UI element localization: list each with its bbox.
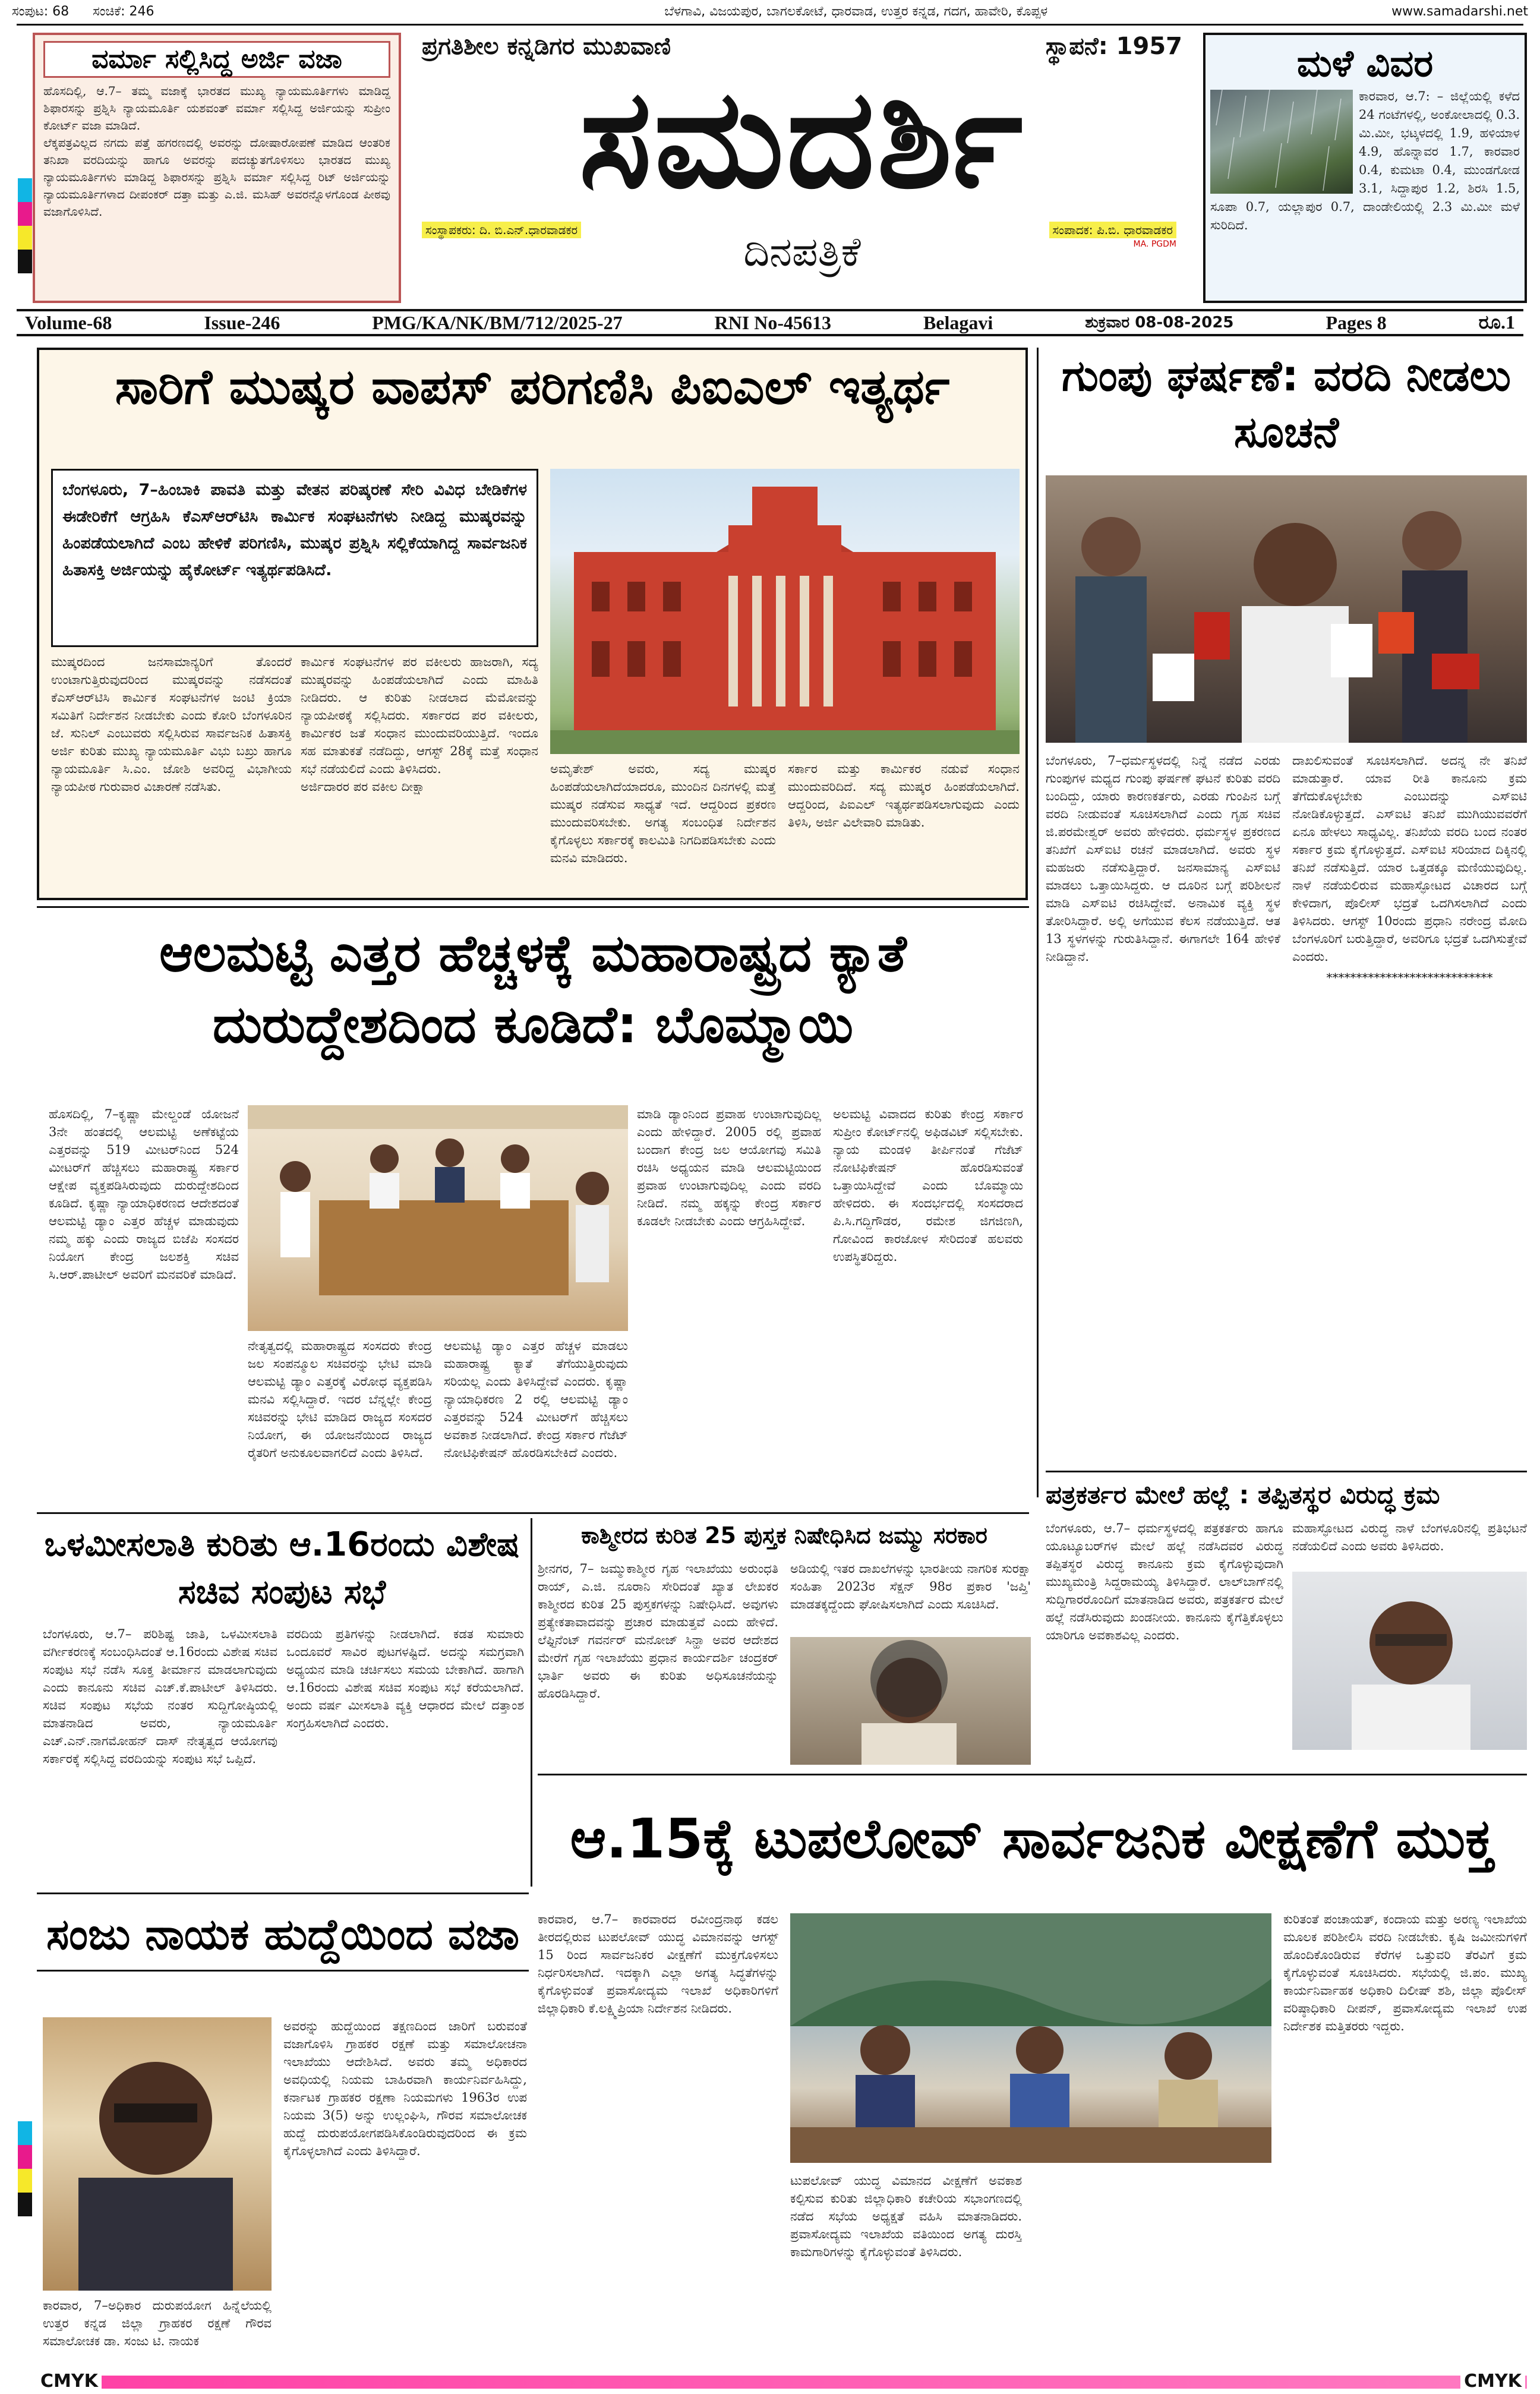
sanju-col-1 <box>283 2017 527 2371</box>
lead-summary-box <box>51 469 538 647</box>
attack-story <box>1046 1477 1527 1774</box>
cm-photo <box>1292 1572 1527 1750</box>
high-court-icon <box>550 469 1020 754</box>
tagline: ಪ್ರಗತಿಶೀಲ ಕನ್ನಡಿಗರ ಮುಖವಾಣಿ <box>422 33 671 60</box>
rain-photo <box>1210 90 1353 194</box>
story-headline: ವರ್ಮಾ ಸಲ್ಲಿಸಿದ್ದ ಅರ್ಜಿ ವಜಾ <box>43 41 390 78</box>
sanju-portrait-icon <box>43 2017 272 2291</box>
lead-body: ಅರ್ಜಿದಾರರ ಪರ ವಕೀಲ ದೀಕ್ಷಾ <box>301 780 425 794</box>
swatch-magenta <box>18 2145 32 2169</box>
rain-text: ಕಾರವಾರ, ಆ.7: – ಜಿಲ್ಲೆಯಲ್ಲಿ ಕಳೆದ 24 ಗಂಟೆಗಳಲ್ಲಿ, ಅಂಕೋಲಾದಲ್ಲಿ 0.3. ಮಿ.ಮೀ, ಭಟ್ಕಳದಲ್ಲಿ 1.9, ಹಳಿಯಾಳ 4.9, ಹೊನ್ನಾವರ 1.7, ಕಾರವಾರ 0.4, ಕುಮಟಾ 0.4, ಮುಂಡಗೋಡ 3.1, ಸಿದ್ದಾಪುರ 1.2, ಶಿರಸಿ 1.5, ಸೂಪಾ 0.7, ಯಲ್ಲಾಪುರ 0.7, ದಾಂಡೇಲಿಯಲ್ಲಿ 2.3 ಮಿ.ಮೀ ಮಳೆ ಸುರಿದಿದೆ. <box>1210 89 1520 232</box>
column-rule <box>531 1518 532 1887</box>
right-headline: ಗುಂಪು ಘರ್ಷಣೆ: ವರದಿ ನೀಡಲು ಸೂಚನೆ <box>1061 351 1511 457</box>
cabinet-body: ವರದಿಯ ಪ್ರತಿಗಳನ್ನು ನೀಡಲಾಗಿದೆ. ಕಡತ ಸುಮಾರು ಒಂದೂವರೆ ಸಾವಿರ ಪುಟಗಳಷ್ಟಿದೆ. ಅದನ್ನು ಸಮಗ್ರವಾಗಿ ಅಧ್ಯಯನ ಮಾಡಿ ಚರ್ಚಿಸಲು ಸಮಯ ಬೇಕಾಗಿದೆ. ಹಾಗಾಗಿ ಆ.16ರಂದು ವಿಶೇಷ ಸಚಿವ ಸಂಪುಟ ಸಭೆ ಕರೆಯಲಾಗಿದೆ. ಅಂದು ವರ್ಷ ಮೀಸಲಾತಿ ವ್ಯಕ್ತಿ ಆಧಾರದ ಮೇಲೆ ದತ್ತಾಂಶ ಸಂಗ್ರಹಿಸಲಾಗಿದೆ ಎಂದರು. <box>286 1627 524 1730</box>
issue-label: ಸಂಚಿಕೆ: 246 <box>93 4 154 19</box>
almatti-body: ಮಾಡಿ ಡ್ಯಾಂನಿಂದ ಪ್ರವಾಹ ಉಂಟಾಗುವುದಿಲ್ಲ ಎಂದು ಹೇಳಿದ್ದಾರೆ. 2005 ರಲ್ಲಿ ಪ್ರವಾಹ ಬಂದಾಗ ಕೇಂದ್ರ ಜಲ ಆಯೋಗವು ಸಮಿತಿ ರಚಿಸಿ ಅಧ್ಯಯನ ಮಾಡಿ ಆಲಮಟ್ಟಿಯಿಂದ ಪ್ರವಾಹ ಉಂಟಾಗುವುದಿಲ್ಲ ಎಂದು ವರದಿ ನೀಡಿದೆ. ನಮ್ಮ ಹಕ್ಕನ್ನು ಕೇಂದ್ರ ಸರ್ಕಾರ ಕೂಡಲೇ ನೀಡಬೇಕು ಎಂದು ಆಗ್ರಹಿಸಿದ್ದೇವೆ. <box>637 1107 821 1228</box>
info-registration: PMG/KA/NK/BM/712/2025-27 <box>372 311 623 333</box>
bottom-bar <box>37 2376 1527 2389</box>
founder-label: ಸಂಸ್ಥಾಪಕರು: ದಿ. ಬಿ.ಎನ್.ಧಾರವಾಡಕರ <box>422 222 581 238</box>
kashmir-headline: ಕಾಶ್ಮೀರದ ಕುರಿತ 25 ಪುಸ್ತಕ ನಿಷೇಧಿಸಿದ ಜಮ್ಮು ಸರಕಾರ <box>581 1522 987 1548</box>
section-rule <box>37 906 1029 908</box>
lead-body: ಸರ್ಕಾರ ಮತ್ತು ಕಾರ್ಮಿಕರ ನಡುವೆ ಸಂಧಾನ ಮುಂದುವರಿದಿದೆ. ಸದ್ಯ ಮುಷ್ಕರ ಹಿಂಪಡೆಯಲಾಗಿದೆ. ಆದ್ದರಿಂದ, ಪಿಐಎಲ್ ಇತ್ಯರ್ಥಪಡಿಸಲಾಗುವುದು ಎಂದು ತಿಳಿಸಿ, ಅರ್ಜಿ ವಿಲೇವಾರಿ ಮಾಡಿತು. <box>788 762 1020 829</box>
lead-body: ಅಮೃತೇಶ್ ಅವರು, ಸದ್ಯ ಮುಷ್ಕರ ಹಿಂಪಡೆಯಲಾಗಿದೆಯಾದರೂ, ಮುಂದಿನ ದಿನಗಳಲ್ಲಿ ಮತ್ತೆ ಮುಷ್ಕರ ನಡೆಸುವ ಸಾಧ್ಯತೆ ಇದೆ. ಆದ್ದರಿಂದ ಪ್ರಕರಣ ಮುಂದುವರಿಸಬೇಕು. ಅಗತ್ಯ ಸಂಬಂಧಿತ ನಿರ್ದೇಶನ ಕೈಗೊಳ್ಳಲು ಸರ್ಕಾರಕ್ಕೆ ಕಾಲಮಿತಿ ನಿಗದಿಪಡಿಸಬೇಕು ಎಂದು ಮನವಿ ಮಾಡಿದರು. <box>550 762 776 865</box>
website-link[interactable]: www.samadarshi.net <box>1391 4 1528 19</box>
almatti-col-1 <box>49 1105 239 1503</box>
almatti-col-5 <box>833 1105 1023 1503</box>
swatch-yellow <box>18 226 32 250</box>
right-story <box>1046 348 1527 1465</box>
cabinet-headline: ಒಳಮೀಸಲಾತಿ ಕುರಿತು ಆ.16ರಂದು ವಿಶೇಷ ಸಚಿವ ಸಂಪುಟ ಸಭೆ <box>44 1525 520 1611</box>
info-date: ಶುಕ್ರವಾರ 08-08-2025 <box>1085 313 1234 332</box>
kashmir-story <box>538 1518 1031 1768</box>
almatti-body: ಅಲಮಟ್ಟಿ ವಿವಾದದ ಕುರಿತು ಕೇಂದ್ರ ಸರ್ಕಾರ ಸುಪ್ರೀಂ ಕೋರ್ಟ್‌ನಲ್ಲಿ ಅಫಿಡವಿಟ್ ಸಲ್ಲಿಸಬೇಕು. ನ್ಯಾಯ ಮಂಡಳಿ ತೀರ್ಪಿನಂತೆ ಗೆಜೆಟ್ ನೋಟಿಫಿಕೇಷನ್ ಹೊರಡಿಸುವಂತೆ ಒತ್ತಾಯಿಸಿದ್ದೇವೆ ಎಂದು ಬೊಮ್ಮಾಯಿ ಹೇಳಿದರು. ಈ ಸಂದರ್ಭದಲ್ಲಿ ಸಂಸದರಾದ ಪಿ.ಸಿ.ಗದ್ದಿಗೌಡರ, ರಮೇಶ ಜಿಗಜಿಣಗಿ, ಗೋವಿಂದ ಕಾರಜೋಳ ಸೇರಿದಂತೆ ಹಲವರು ಉಪಸ್ಥಿತರಿದ್ದರು. <box>833 1107 1023 1264</box>
story-paragraph: ಹೊಸದಿಲ್ಲಿ, ಆ.7– ತಮ್ಮ ವಜಾಕ್ಕೆ ಭಾರತದ ಮುಖ್ಯ ನ್ಯಾಯಮೂರ್ತಿಗಳು ಮಾಡಿದ್ದ ಶಿಫಾರಸನ್ನು ಪ್ರಶ್ನಿಸಿ ನ್ಯಾಯಮೂರ್ತಿ ಯಶವಂತ್ ವರ್ಮಾ ಸಲ್ಲಿಸಿದ್ದ ಅರ್ಜಿಯನ್ನು ಸುಪ್ರೀಂ ಕೋರ್ಟ್ ವಜಾ ಮಾಡಿದೆ. <box>43 84 390 133</box>
volume-label: ಸಂಪುಟ: 68 <box>12 4 70 19</box>
tupolev-story <box>538 1780 1527 2374</box>
lead-col-1 <box>51 653 292 897</box>
tupolev-col-2 <box>790 2172 1022 2371</box>
rain-headline: ಮಳೆ ವಿವರ <box>1296 42 1434 85</box>
info-volume: Volume-68 <box>25 311 112 333</box>
lead-story <box>37 348 1028 900</box>
minister-press-photo <box>1046 475 1527 743</box>
attack-col-2 <box>1292 1519 1527 1567</box>
info-price: ರೂ.1 <box>1478 311 1515 333</box>
attack-headline: ಪತ್ರಕರ್ತರ ಮೇಲೆ ಹಲ್ಲೆ : ತಪ್ಪಿತಸ್ಥರ ವಿರುದ್ಧ ಕ್ರಮ <box>1046 1480 1440 1509</box>
tupolev-body: ಟುಪಲೋವ್ ಯುದ್ಧ ವಿಮಾನದ ವೀಕ್ಷಣೆಗೆ ಅವಕಾಶ ಕಲ್ಪಿಸುವ ಕುರಿತು ಜಿಲ್ಲಾಧಿಕಾರಿ ಕಚೇರಿಯ ಸಭಾಂಗಣದಲ್ಲಿ ನಡೆದ ಸಭೆಯ ಅಧ್ಯಕ್ಷತೆ ವಹಿಸಿ ಮಾತನಾಡಿದರು. ಪ್ರವಾಸೋದ್ಯಮ ಇಲಾಖೆಯ ವತಿಯಿಂದ ಅಗತ್ಯ ದುರಸ್ತಿ ಕಾಮಗಾರಿಗಳನ್ನು ಕೈಗೊಳ್ಳುವಂತೆ ತಿಳಿಸಿದರು. <box>790 2174 1022 2259</box>
meeting-officials-icon <box>790 1913 1271 2163</box>
right-stars: **************************** <box>1326 970 1493 985</box>
cmyk-right: CMYK <box>1460 2371 1525 2392</box>
sanju-story <box>37 1898 529 2374</box>
tupolev-headline: ಆ.15ಕ್ಕೆ ಟುಪಲೋವ್ ಸಾರ್ವಜನಿಕ ವೀಕ್ಷಣೆಗೆ ಮುಕ್ತ <box>570 1807 1495 1871</box>
tupolev-col-3 <box>1283 1910 1527 2371</box>
almatti-story <box>37 912 1029 1506</box>
newspaper-subtitle: ದಿನಪತ್ರಿಕೆ <box>743 229 861 276</box>
lead-body: ಕಾರ್ಮಿಕ ಸಂಘಟನೆಗಳ ಪರ ವಕೀಲರು ಹಾಜರಾಗಿ, ಸದ್ಯ ಮುಷ್ಕರವನ್ನು ಹಿಂಪಡೆಯಲಾಗಿದೆ ಎಂದು ಮಾಹಿತಿ ನೀಡಿದರು. ಆ ಕುರಿತು ನೀಡಲಾದ ಮೆಮೋವನ್ನು ನ್ಯಾಯಪೀಠಕ್ಕೆ ಸಲ್ಲಿಸಿದರು. ಸರ್ಕಾರದ ಪರ ವಕೀಲರು, ಕಾರ್ಮಿಕರ ಜತೆ ಸಂಧಾನ ಮುಂದುವರಿಯುತ್ತಿದೆ. ಇಂದೂ ಸಹ ಮಾತುಕತೆ ನಡೆದಿದ್ದು, ಆಗಸ್ಟ್ 28ಕ್ಕೆ ಮತ್ತೆ ಸಂಧಾನ ಸಭೆ ನಡೆಯಲಿದೆ ಎಂದು ತಿಳಿಸಿದರು. <box>301 655 538 776</box>
right-body: ಬೆಂಗಳೂರು, 7–ಧರ್ಮಸ್ಥಳದಲ್ಲಿ ನಿನ್ನೆ ನಡೆದ ಎರಡು ಗುಂಪುಗಳ ಮಧ್ಯದ ಗುಂಪು ಘರ್ಷಣೆ ಘಟನೆ ಕುರಿತು ವರದಿ ಬಂದಿದ್ದು, ಯಾರು ಕಾರಣಕರ್ತರು, ಎರಡು ಗುಂಪಿನ ಬಗ್ಗೆ ವರದಿ ನೀಡುವಂತೆ ಸೂಚಿಸಲಾಗಿದೆ ಎಂದು ಗೃಹ ಸಚಿವ ಜಿ.ಪರಮೇಶ್ವರ್ ಅವರು ಹೇಳಿದರು. ಧರ್ಮಸ್ಥಳ ಪ್ರಕರಣದ ತನಿಖೆಗೆ ಎಸ್ಐಟಿ ರಚನೆ ಮಾಡಲಾಗಿದೆ. ಅವರು ಸ್ಥಳ ಮಹಜರು ನಡೆಸುತ್ತಿದ್ದಾರೆ. ಜನಸಾಮಾನ್ಯ ಎಸ್ಐಟಿ ಮಾಡಲು ಒತ್ತಾಯಿಸಿದ್ದರು. ಆ ದೂರಿನ ಬಗ್ಗೆ ಪರಿಶೀಲನೆ ಮಾಡಿ ಎಸ್ಐಟಿ ರಚಿಸಿದ್ದೇವೆ. ಅನಾಮಿಕ ವ್ಯಕ್ತಿ ಸ್ಥಳ ತೋರಿಸಿದ್ದಾರೆ. ಅಲ್ಲಿ ಅಗೆಯುವ ಕೆಲಸ ನಡೆಯುತ್ತಿದೆ. ಆತ 13 ಸ್ಥಳಗಳನ್ನು ಗುರುತಿಸಿದ್ದಾನೆ. ಈಗಾಗಲೇ 164 ಹೇಳಿಕೆ ನೀಡಿದ್ದಾನೆ. <box>1046 753 1280 964</box>
kashmir-body: ಅಡಿಯಲ್ಲಿ ಇತರ ದಾಖಲೆಗಳನ್ನು ಭಾರತೀಯ ನಾಗರಿಕ ಸುರಕ್ಷಾ ಸಂಹಿತಾ 2023ರ ಸೆಕ್ಷನ್ 98ರ ಪ್ರಕಾರ 'ಜಪ್ತಿ' ಮಾಡತಕ್ಕದ್ದೆಂದು ಘೋಷಿಸಲಾಗಿದೆ ಎಂದು ಸೂಚಿಸಿದೆ. <box>790 1562 1031 1611</box>
top-strip <box>0 0 1540 23</box>
author-portrait-icon <box>790 1637 1031 1765</box>
lead-col-4 <box>788 760 1020 897</box>
swatch-black <box>18 250 32 273</box>
attack-body: ಮಹಾಸ್ಫೋಟದ ವಿರುದ್ಧ ನಾಳೆ ಬೆಂಗಳೂರಿನಲ್ಲಿ ಪ್ರತಿಭಟನೆ ನಡೆಯಲಿದೆ ಎಂದು ಅವರು ತಿಳಿಸಿದರು. <box>1292 1521 1527 1553</box>
info-city: Belagavi <box>923 311 993 333</box>
cmyk-left: CMYK <box>37 2371 102 2392</box>
cabinet-story <box>37 1518 527 1887</box>
cabinet-col-1 <box>43 1625 277 1884</box>
section-rule <box>37 1512 1029 1514</box>
sanju-caption-col <box>43 2297 272 2371</box>
almatti-body: ಆಲಮಟ್ಟಿ ಡ್ಯಾಂ ಎತ್ತರ ಹೆಚ್ಚಳ ಮಾಡಲು ಮಹಾರಾಷ್ಟ್ರ ಕ್ಯಾತೆ ತೆಗೆಯುತ್ತಿರುವುದು ಸರಿಯಲ್ಲ ಎಂದು ತಿಳಿಸಿದ್ದೇವೆ ಎಂದರು. ಕೃಷ್ಣಾ ನ್ಯಾಯಾಧಿಕರಣ 2 ರಲ್ಲಿ ಆಲಮಟ್ಟಿ ಡ್ಯಾಂ ಎತ್ತರವನ್ನು 524 ಮೀಟರ್‌ಗೆ ಹೆಚ್ಚಿಸಲು ಅವಕಾಶ ನೀಡಲಾಗಿದೆ. ಕೇಂದ್ರ ಸರ್ಕಾರ ಗೆಜೆಟ್ ನೋಟಿಫಿಕೇಷನ್ ಹೊರಡಿಸಬೇಕಿದೆ ಎಂದರು. <box>444 1339 628 1460</box>
newspaper-title: ಸಮದರ್ಶಿ <box>579 60 1025 219</box>
info-bar <box>17 309 1523 336</box>
author-photo <box>790 1637 1031 1765</box>
sanju-body: ಅವರನ್ನು ಹುದ್ದೆಯಿಂದ ತಕ್ಷಣದಿಂದ ಜಾರಿಗೆ ಬರುವಂತೆ ವಜಾಗೊಳಿಸಿ ಗ್ರಾಹಕರ ರಕ್ಷಣೆ ಮತ್ತು ಸಮಾಲೋಚನಾ ಇಲಾಖೆಯು ಆದೇಶಿಸಿದೆ. ಅವರು ತಮ್ಮ ಅಧಿಕಾರದ ಅವಧಿಯಲ್ಲಿ ನಿಯಮ ಬಾಹಿರವಾಗಿ ಕಾರ್ಯನಿರ್ವಹಿಸಿದ್ದು, ಕರ್ನಾಟಕ ಗ್ರಾಹಕರ ರಕ್ಷಣಾ ನಿಯಮಗಳು 1963ರ ಉಪ ನಿಯಮ 3(5) ಅನ್ನು ಉಲ್ಲಂಘಿಸಿ, ಗೌರವ ಸಮಾಲೋಚಕ ಹುದ್ದೆ ದುರುಪಯೋಗಪಡಿಸಿಕೊಂಡಿರುವುದರಿಂದ ಈ ಕ್ರಮ ಕೈಗೊಳ್ಳಲಾಗಿದೆ ಎಂದು ತಿಳಿಸಿದ್ದಾರೆ. <box>283 2019 527 2158</box>
rain-streaks-icon <box>1210 90 1353 194</box>
cabinet-body: ಬೆಂಗಳೂರು, ಆ.7– ಪರಿಶಿಷ್ಟ ಜಾತಿ, ಒಳಮೀಸಲಾತಿ ವರ್ಗೀಕರಣಕ್ಕೆ ಸಂಬಂಧಿಸಿದಂತೆ ಆ.16ರಂದು ವಿಶೇಷ ಸಚಿವ ಸಂಪುಟ ಸಭೆ ನಡೆಸಿ ಸೂಕ್ತ ತೀರ್ಮಾನ ಮಾಡಲಾಗುವುದು ಎಂದು ಕಾನೂನು ಸಚಿವ ಎಚ್.ಕೆ.ಪಾಟೀಲ್ ತಿಳಿಸಿದರು. ಸಚಿವ ಸಂಪುಟ ಸಭೆಯ ನಂತರ ಸುದ್ದಿಗೋಷ್ಠಿಯಲ್ಲಿ ಮಾತನಾಡಿದ ಅವರು, ನ್ಯಾಯಮೂರ್ತಿ ಎಚ್.ಎನ್.ನಾಗಮೋಹನ್ ದಾಸ್ ನೇತೃತ್ವದ ಆಯೋಗವು ಸರ್ಕಾರಕ್ಕೆ ಸಲ್ಲಿಸಿದ್ದ ವರದಿಯನ್ನು ಸಂಪುಟ ಸಭೆ ಒಪ್ಪಿದೆ. <box>43 1627 277 1766</box>
tupolev-body: ಕುರಿತಂತೆ ಪಂಚಾಯತ್, ಕಂದಾಯ ಮತ್ತು ಅರಣ್ಯ ಇಲಾಖೆಯ ಮೂಲಕ ಪರಿಶೀಲಿಸಿ ವರದಿ ನೀಡಬೇಕು. ಕೃಷಿ ಜಮೀನುಗಳಿಗೆ ಹೊಂದಿಕೊಂಡಿರುವ ಕೆರೆಗಳ ಒತ್ತುವರಿ ತೆರವಿಗೆ ಕ್ರಮ ಕೈಗೊಳ್ಳುವಂತೆ ಸೂಚಿಸಿದರು. ಸಭೆಯಲ್ಲಿ ಜಿ.ಪಂ. ಮುಖ್ಯ ಕಾರ್ಯನಿರ್ವಾಹಕ ಅಧಿಕಾರಿ ದಿಲೀಷ್ ಶಶಿ, ಜಿಲ್ಲಾ ಪೊಲೀಸ್ ವರಿಷ್ಠಾಧಿಕಾರಿ ದೀಪನ್, ಪ್ರವಾಸೋದ್ಯಮ ಇಲಾಖೆ ಉಪ ನಿರ್ದೇಶಕ ಮತ್ತಿತರರು ಇದ್ದರು. <box>1283 1912 1527 2033</box>
section-rule <box>37 1893 529 1894</box>
press-conference-icon <box>1046 475 1527 743</box>
lead-col-2 <box>301 653 538 897</box>
story-paragraph: ಲೆಕ್ಕಪತ್ರವಿಲ್ಲದ ನಗದು ಪತ್ತೆ ಹಗರಣದಲ್ಲಿ ಅವರನ್ನು ದೋಷಾರೋಪಣೆ ಮಾಡಿದ ಆಂತರಿಕ ತನಿಖಾ ವರದಿಯನ್ನು ಹಾಗೂ ಅವರನ್ನು ಪದಚ್ಯುತಗೊಳಿಸಲು ಭಾರತದ ಮುಖ್ಯ ನ್ಯಾಯಮೂರ್ತಿಗಳು ಮಾಡಿದ್ದ ಶಿಫಾರಸನ್ನು ಪ್ರಶ್ನಿಸಿ ವರ್ಮಾ ಸಲ್ಲಿಸಿದ್ದ ರಿಟ್ ಅರ್ಜಿಯನ್ನು ನ್ಯಾಯಮೂರ್ತಿಗಳಾದ ದೀಪಂಕರ್ ದತ್ತಾ ಮತ್ತು ಎ.ಜಿ. ಮಸಿಹ್ ಅವರನ್ನೊಳಗೊಂಡ ಪೀಠವು ವಜಾಗೊಳಿಸಿದೆ. <box>43 135 390 219</box>
swatch-black <box>18 2193 32 2216</box>
attack-col-1 <box>1046 1519 1283 1772</box>
section-rule <box>538 1774 1527 1775</box>
officials-photo <box>790 1913 1271 2163</box>
court-building-photo <box>550 469 1020 754</box>
swatch-magenta <box>18 202 32 226</box>
sanju-headline: ಸಂಜು ನಾಯಕ ಹುದ್ದೆಯಿಂದ ವಜಾ <box>37 1898 529 1972</box>
meeting-table-icon <box>248 1105 628 1331</box>
lead-body: ಮುಷ್ಕರದಿಂದ ಜನಸಾಮಾನ್ಯರಿಗೆ ತೊಂದರೆ ಉಂಟಾಗುತ್ತಿರುವುದರಿಂದ ಮುಷ್ಕರವನ್ನು ನಡೆಸದಂತೆ ಕೆಎಸ್ಆರ್‌ಟಿಸಿ ಕಾರ್ಮಿಕ ಸಂಘಟನೆಗಳ ಜಂಟಿ ಕ್ರಿಯಾ ಸಮಿತಿಗೆ ನಿರ್ದೇಶನ ನೀಡಬೇಕು ಎಂದು ಕೋರಿ ಬೆಂಗಳೂರಿನ ಜೆ. ಸುನಿಲ್ ಎಂಬುವರು ಸಲ್ಲಿಸಿರುವ ಸಾರ್ವಜನಿಕ ಹಿತಾಸಕ್ತಿ ಅರ್ಜಿ ಕುರಿತು ಮುಖ್ಯ ನ್ಯಾಯಮೂರ್ತಿ ವಿಭು ಬಖ್ರು ಹಾಗೂ ನ್ಯಾಯಮೂರ್ತಿ ಸಿ.ಎಂ. ಜೋಶಿ ಅವರಿದ್ದ ವಿಭಾಗೀಯ ನ್ಯಾಯಪೀಠ ಗುರುವಾರ ವಿಚಾರಣೆ ನಡೆಸಿತು. <box>51 655 292 794</box>
swatch-cyan <box>18 178 32 202</box>
top-rule <box>17 24 1523 26</box>
almatti-col-3 <box>444 1337 628 1503</box>
editions-list: ಬೆಳಗಾವಿ, ವಿಜಯಪುರ, ಬಾಗಲಕೋಟೆ, ಧಾರವಾಡ, ಉತ್ತರ ಕನ್ನಡ, ಗದಗ, ಹಾವೇರಿ, ಕೊಪ್ಪಳ <box>664 4 1048 19</box>
almatti-body: ನೇತೃತ್ವದಲ್ಲಿ ಮಹಾರಾಷ್ಟ್ರದ ಸಂಸದರು ಕೇಂದ್ರ ಜಲ ಸಂಪನ್ಮೂಲ ಸಚಿವರನ್ನು ಭೇಟಿ ಮಾಡಿ ಆಲಮಟ್ಟಿ ಡ್ಯಾಂ ಎತ್ತರಕ್ಕೆ ವಿರೋಧ ವ್ಯಕ್ತಪಡಿಸಿ ಮನವಿ ಸಲ್ಲಿಸಿದ್ದಾರೆ. ಇದರ ಬೆನ್ನಲ್ಲೇ ಕೇಂದ್ರ ಸಚಿವರನ್ನು ಭೇಟಿ ಮಾಡಿದ ರಾಜ್ಯದ ಸಂಸದರ ನಿಯೋಗ, ಈ ಯೋಜನೆಯಿಂದ ರಾಜ್ಯದ ರೈತರಿಗೆ ಅನುಕೂಲವಾಗಲಿದೆ ಎಂದು ತಿಳಿಸಿದೆ. <box>248 1339 432 1460</box>
right-body: ದಾಖಲಿಸುವಂತೆ ಸೂಚಿಸಲಾಗಿದೆ. ಅದನ್ನ ನೇ ತನಿಖೆ ಮಾಡುತ್ತಾರೆ. ಯಾವ ರೀತಿ ಕಾನೂನು ಕ್ರಮ ತೆಗೆದುಕೊಳ್ಳಬೇಕು ಎಂಬುದನ್ನು ಎಸ್ಐಟಿ ನೋಡಿಕೊಳ್ಳುತ್ತದೆ. ಎಸ್ಐಟಿ ತನಿಖೆ ಮುಗಿಯುವವರೆಗೆ ಏನೂ ಹೇಳಲು ಸಾಧ್ಯವಿಲ್ಲ. ತನಿಖೆಯ ವರದಿ ಬಂದ ನಂತರ ಸರ್ಕಾರ ಕ್ರಮ ಕೈಗೊಳ್ಳುತ್ತದೆ. ಎಸ್ಐಟಿ ಸರಿಯಾದ ದಿಕ್ಕಿನಲ್ಲಿ ತನಿಖೆ ನಡೆಸುತ್ತಿದೆ. ಯಾರ ಒತ್ತಡಕ್ಕೂ ಮಣಿಯುವುದಿಲ್ಲ. ನಾಳೆ ನಡೆಯಲಿರುವ ಮಹಾಸ್ಫೋಟದ ವಿಚಾರದ ಬಗ್ಗೆ ಕೇಳಿದಾಗ, ಪೊಲೀಸ್ ಭದ್ರತೆ ಒದಗಿಸಲಾಗಿದೆ ಎಂದು ತಿಳಿಸಿದರು. ಆಗಸ್ಟ್ 10ರಂದು ಪ್ರಧಾನಿ ನರೇಂದ್ರ ಮೋದಿ ಬೆಂಗಳೂರಿಗೆ ಬರುತ್ತಿದ್ದಾರೆ, ಅವರಿಗೂ ಭದ್ರತೆ ಒದಗಿಸುತ್ತೇವೆ ಎಂದರು. <box>1292 753 1527 964</box>
almatti-col-4 <box>637 1105 821 1503</box>
almatti-col-2 <box>248 1337 432 1503</box>
right-col-2 <box>1292 752 1527 1462</box>
attack-body: ಬೆಂಗಳೂರು, ಆ.7– ಧರ್ಮಸ್ಥಳದಲ್ಲಿ ಪತ್ರಕರ್ತರು ಹಾಗೂ ಯೂಟ್ಯೂಬರ್‌ಗಳ ಮೇಲೆ ಹಲ್ಲೆ ನಡೆಸಿದವರ ವಿರುದ್ಧ ತಪ್ಪಿತಸ್ಥರ ವಿರುದ್ಧ ಕಾನೂನು ಕ್ರಮ ಕೈಗೊಳ್ಳುವುದಾಗಿ ಮುಖ್ಯಮಂತ್ರಿ ಸಿದ್ದರಾಮಯ್ಯ ತಿಳಿಸಿದ್ದಾರೆ. ಲಾಲ್‌ಬಾಗ್‌ನಲ್ಲಿ ಸುದ್ದಿಗಾರರೊಂದಿಗೆ ಮಾತನಾಡಿದ ಅವರು, ಪತ್ರಕರ್ತರ ಮೇಲೆ ಹಲ್ಲೆ ನಡೆಸಿರುವುದು ಖಂಡನೀಯ. ಕಾನೂನು ಕೈಗೆತ್ತಿಕೊಳ್ಳಲು ಯಾರಿಗೂ ಅವಕಾಶವಿಲ್ಲ ಎಂದರು. <box>1046 1521 1283 1642</box>
kashmir-body: ಶ್ರೀನಗರ, 7– ಜಮ್ಮುಕಾಶ್ಮೀರ ಗೃಹ ಇಲಾಖೆಯು ಅರುಂಧತಿ ರಾಯ್, ಎ.ಜಿ. ನೂರಾನಿ ಸೇರಿದಂತೆ ಖ್ಯಾತ ಲೇಖಕರ ಕಾಶ್ಮೀರದ ಕುರಿತ 25 ಪುಸ್ತಕಗಳನ್ನು ನಿಷೇಧಿಸಿದೆ. ಅವುಗಳು ಪ್ರತ್ಯೇಕತಾವಾದವನ್ನು ಪ್ರಚಾರ ಮಾಡುತ್ತವೆ ಎಂದು ಹೇಳಿದೆ. ಲೆಫ್ಟಿನೆಂಟ್ ಗವರ್ನರ್ ಮನೋಜ್ ಸಿನ್ಹಾ ಅವರ ಆದೇಶದ ಮೇರೆಗೆ ಗೃಹ ಇಲಾಖೆಯು ಪ್ರಧಾನ ಕಾರ್ಯದರ್ಶಿ ಚಂದ್ರಕರ್ ಭಾರ್ತಿ ಅವರು ಈ ಕುರಿತು ಅಧಿಸೂಚನೆಯನ್ನು ಹೊರಡಿಸಿದ್ದಾರೆ. <box>538 1562 778 1701</box>
established-year: ಸ್ಥಾಪನೆ: 1957 <box>1045 33 1182 60</box>
info-rni: RNI No-45613 <box>714 311 831 333</box>
lead-col-3 <box>550 760 776 897</box>
lead-headline: ಸಾರಿಗೆ ಮುಷ್ಕರ ವಾಪಸ್ ಪರಿಗಣಿಸಿ ಪಿಐಎಲ್ ಇತ್ಯರ್ಥ <box>115 359 950 415</box>
masthead <box>410 33 1194 303</box>
editor-qualification: MA. PGDM <box>1133 239 1176 249</box>
section-rule <box>1046 1471 1527 1472</box>
lead-summary: ಬೆಂಗಳೂರು, 7–ಹಿಂಬಾಕಿ ಪಾವತಿ ಮತ್ತು ವೇತನ ಪರಿಷ್ಕರಣೆ ಸೇರಿ ವಿವಿಧ ಬೇಡಿಕೆಗಳ ಈಡೇರಿಕೆಗೆ ಆಗ್ರಹಿಸಿ ಕೆಎಸ್ಆರ್‌ಟಿಸಿ ಕಾರ್ಮಿಕ ಸಂಘಟನೆಗಳು ನೀಡಿದ್ದ ಮುಷ್ಕರವನ್ನು ಹಿಂಪಡೆಯಲಾಗಿದೆ ಎಂಬ ಹೇಳಿಕೆ ಪರಿಗಣಿಸಿ, ಮುಷ್ಕರ ಪ್ರಶ್ನಿಸಿ ಸಲ್ಲಿಕೆಯಾಗಿದ್ದ ಸಾರ್ವಜನಿಕ ಹಿತಾಸಕ್ತಿ ಅರ್ಜಿಯನ್ನು ಹೈಕೋರ್ಟ್ ಇತ್ಯರ್ಥಪಡಿಸಿದೆ. <box>62 481 527 579</box>
info-issue: Issue-246 <box>204 311 280 333</box>
sanju-caption: ಕಾರವಾರ, 7–ಅಧಿಕಾರ ದುರುಪಯೋಗ ಹಿನ್ನೆಲೆಯಲ್ಲಿ ಉತ್ತರ ಕನ್ನಡ ಜಿಲ್ಲಾ ಗ್ರಾಹಕರ ರಕ್ಷಣೆ ಗೌರವ ಸಮಾಲೋಚಕ ಡಾ. ಸಂಜು ಟಿ. ನಾಯಕ <box>43 2298 272 2348</box>
info-pages: Pages 8 <box>1326 311 1387 333</box>
swatch-yellow <box>18 2169 32 2193</box>
kashmir-col-2 <box>790 1560 1031 1631</box>
right-col-1 <box>1046 752 1280 1462</box>
almatti-headline: ಆಲಮಟ್ಟಿ ಎತ್ತರ ಹೆಚ್ಚಳಕ್ಕೆ ಮಹಾರಾಷ್ಟ್ರದ ಕ್ಯಾತೆ ದುರುದ್ದೇಶದಿಂದ ಕೂಡಿದೆ: ಬೊಮ್ಮಾಯಿ <box>159 924 907 1055</box>
rain-box <box>1203 33 1527 303</box>
swatch-cyan <box>18 2121 32 2145</box>
cabinet-col-2 <box>286 1625 524 1884</box>
kashmir-col-1 <box>538 1560 778 1765</box>
almatti-body: ಹೊಸದಿಲ್ಲಿ, 7–ಕೃಷ್ಣಾ ಮೇಲ್ದಂಡೆ ಯೋಜನೆ 3ನೇ ಹಂತದಲ್ಲಿ ಆಲಮಟ್ಟಿ ಅಣೆಕಟ್ಟೆಯ ಎತ್ತರವನ್ನು 519 ಮೀಟರ್‌ನಿಂದ 524 ಮೀಟರ್‌ಗೆ ಹೆಚ್ಚಿಸಲು ಮಹಾರಾಷ್ಟ್ರ ಸರ್ಕಾರ ಆಕ್ಷೇಪ ವ್ಯಕ್ತಪಡಿಸಿರುವುದು ದುರುದ್ದೇಶದಿಂದ ಕೂಡಿದೆ. ಕೃಷ್ಣಾ ನ್ಯಾಯಾಧಿಕರಣದ ಆದೇಶದಂತೆ ಆಲಮಟ್ಟಿ ಡ್ಯಾಂ ಎತ್ತರ ಹೆಚ್ಚಳ ಮಾಡುವುದು ನಮ್ಮ ಹಕ್ಕು ಎಂದು ರಾಜ್ಯದ ಬಿಜೆಪಿ ಸಂಸದರ ನಿಯೋಗ ಕೇಂದ್ರ ಜಲಶಕ್ತಿ ಸಚಿವ ಸಿ.ಆರ್.ಪಾಟೀಲ್ ಅವರಿಗೆ ಮನವರಿಕೆ ಮಾಡಿದೆ. <box>49 1107 239 1282</box>
top-left-story <box>33 33 401 303</box>
sanju-photo <box>43 2017 272 2291</box>
tupolev-body: ಕಾರವಾರ, ಆ.7– ಕಾರವಾರದ ರವೀಂದ್ರನಾಥ ಕಡಲ ತೀರದಲ್ಲಿರುವ ಟುಪಲೋವ್ ಯುದ್ಧ ವಿಮಾನವನ್ನು ಆಗಸ್ಟ್ 15 ರಿಂದ ಸಾರ್ವಜನಿಕರ ವೀಕ್ಷಣೆಗೆ ಮುಕ್ತಗೊಳಿಸಲು ನಿರ್ಧರಿಸಲಾಗಿದೆ. ಇದಕ್ಕಾಗಿ ಎಲ್ಲಾ ಅಗತ್ಯ ಸಿದ್ಧತೆಗಳನ್ನು ಕೈಗೊಳ್ಳುವಂತೆ ಪ್ರವಾಸೋದ್ಯಮ ಇಲಾಖೆ ಅಧಿಕಾರಿಗಳಿಗೆ ಜಿಲ್ಲಾಧಿಕಾರಿ ಕೆ.ಲಕ್ಷ್ಮಿಪ್ರಿಯಾ ನಿರ್ದೇಶನ ನೀಡಿದರು. <box>538 1912 778 2015</box>
tupolev-col-1 <box>538 1910 778 2371</box>
column-rule <box>1037 348 1039 1497</box>
cm-portrait-icon <box>1292 1572 1527 1750</box>
meeting-photo <box>248 1105 628 1331</box>
editor-label: ಸಂಪಾದಕ: ಪಿ.ಬಿ. ಧಾರವಾಡಕರ <box>1049 222 1177 238</box>
